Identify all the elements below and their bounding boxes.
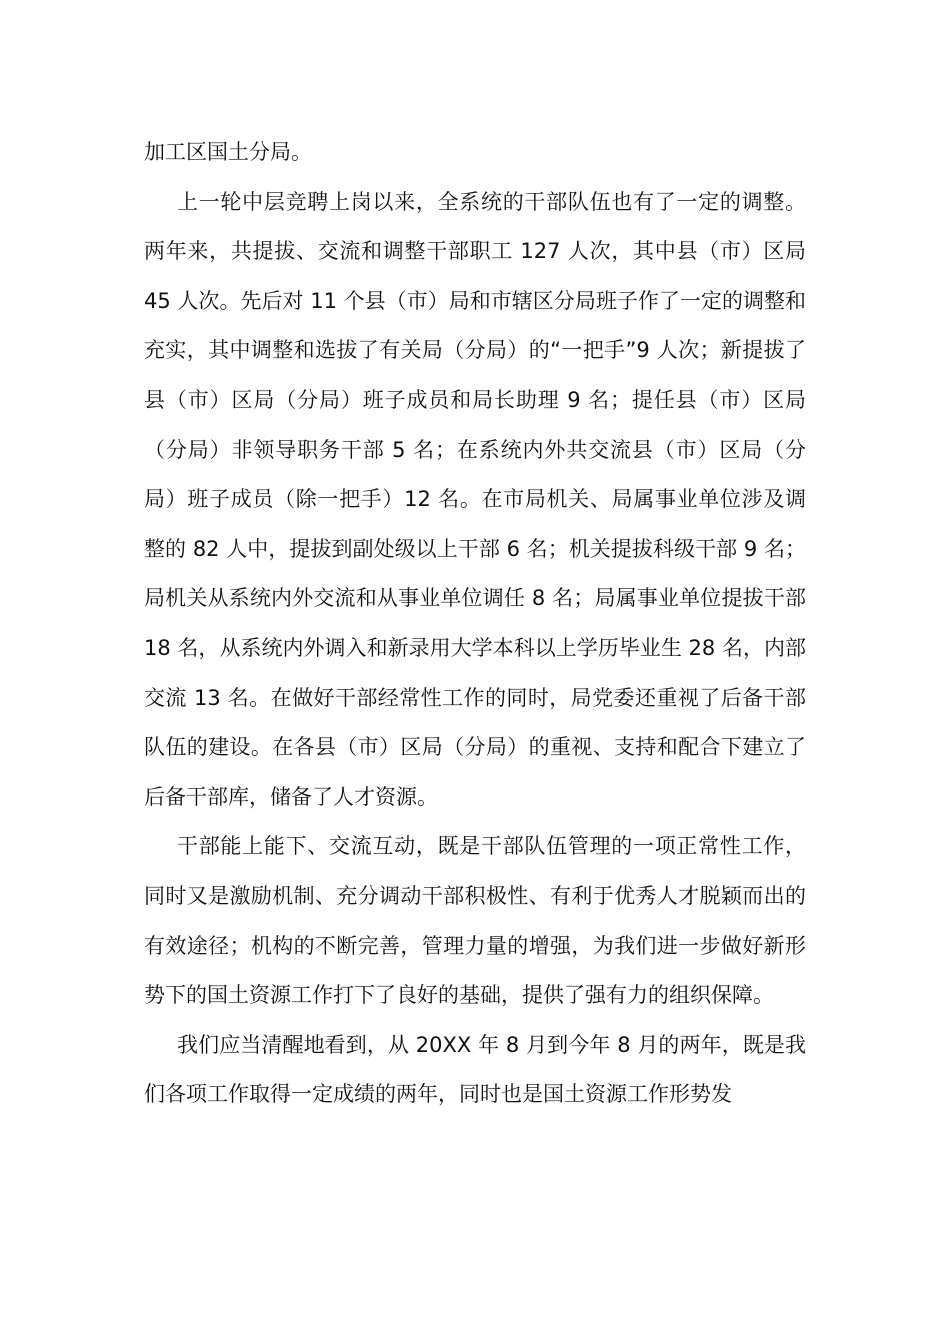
document-body	[144, 128, 806, 1120]
paragraph-situation: 我们应当清醒地看到，从 20XX 年 8 月到今年 8 月的两年，既是我们各项工作取得一定成绩的两年，同时也是国土资源工作形势发	[144, 1032, 806, 1107]
paragraph-cadre-adjustment: 上一轮中层竞聘上岗以来，全系统的干部队伍也有了一定的调整。两年来，共提拔、交流和调整干部职工 127 人次，其中县（市）区局 45 人次。先后对 11 个县（市）局和市辖区分局班子作了一定的调整和充实，其中调整和选拔了有关局（分局）的“一把手”9 人次；新提拔了县（市）区局（分局）班子成员和局长助理 9 名；提任县（市）区局（分局）非领导职务干部 5 名；在系统内外共交流县（市）区局（分局）班子成员（除一把手）12 名。在市局机关、局属事业单位涉及调整的 82 人中，提拔到副处级以上干部 6 名；机关提拔科级干部 9 名；局机关从系统内外交流和从事业单位调任 8 名；局属事业单位提拔干部 18 名，从系统内外调入和新录用大学本科以上学历毕业生 28 名，内部交流 13 名。在做好干部经常性工作的同时，局党委还重视了后备干部队伍的建设。在各县（市）区局（分局）的重视、支持和配合下建立了后备干部库，储备了人才资源。	[144, 189, 806, 809]
paragraph-cadre-exchange: 干部能上能下、交流互动，既是干部队伍管理的一项正常性工作，同时又是激励机制、充分调动干部积极性、有利于优秀人才脱颖而出的有效途径；机构的不断完善，管理力量的增强，为我们进一步做好新形势下的国土资源工作打下了良好的基础，提供了强有力的组织保障。	[144, 834, 806, 1008]
paragraph-continuation: 加工区国土分局。	[144, 140, 312, 164]
